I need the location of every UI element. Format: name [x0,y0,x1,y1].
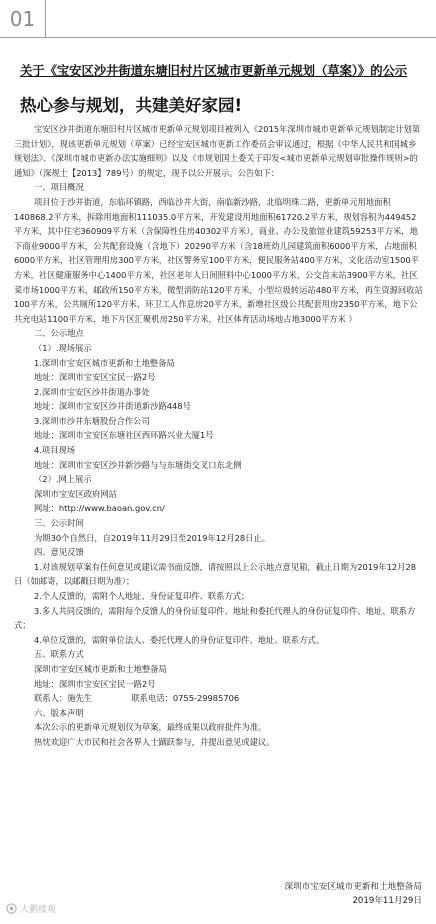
online-site-name: 深圳市宝安区政府网站 [34,488,117,499]
contact-address: 地址：深圳市宝安区宝民一路2号 [34,678,156,689]
version-statement: 本次公示的更新单元规划仅为草案，最终成果以政府批件为准。 [34,722,267,733]
location-address: 地址：深圳市宝安区宝民一路2号 [34,372,156,383]
section6-heading: 六、版本声明 [34,707,84,718]
feedback-item: 3.多人共同反馈的，需附每个反馈人的身份证复印件、地址和委托代理人的身份证复印件、地址、联系方式； [14,605,416,631]
section3-text: 为期30个自然日，自2019年11月29日至2019年12月28日止。 [34,532,271,543]
page-number: 01 [0,0,46,38]
location-address: 地址：深圳市宝安区沙井街道新沙路448号 [34,401,191,412]
watermark-text: 大鹏楼观 [20,905,57,915]
location-name: 2.深圳市宝安区沙井街道办事处 [34,386,150,397]
version-statement: 热忱欢迎广大市民和社会各界人士踊跃参与，并提出意见或建议。 [34,736,275,747]
headline: 热心参与规划，共建美好家园! [20,96,243,115]
project-site: 4.项目现场 [34,445,76,456]
notice-title: 关于《宝安区沙井街道东塘旧村片区城市更新单元规划（草案）》的公示 [20,63,408,78]
signature-date: 2019年11月29日 [352,896,422,906]
section2-heading: 二、公示地点 [34,328,84,339]
contact-org: 深圳市宝安区城市更新和土地整备局 [34,663,167,674]
signature-block [284,880,422,908]
contact-person: 联系人：施先生 [34,693,93,704]
contact-phone: 联系电话：0755-29985706 [131,693,240,704]
location-name: 3.深圳市沙井东塘股份合作公司 [34,415,150,426]
onsite-heading: （1）.现场展示 [34,342,92,353]
top-divider [46,37,436,38]
camera-logo-icon [6,903,17,914]
online-site-url: 网址：http://www.baoan.gov.cn/ [34,503,165,514]
section1-heading: 一、项目概况 [34,182,84,193]
location-name: 1.深圳市宝安区城市更新和土地整备局 [34,357,175,368]
feedback-item: 1.对该规划草案有任何意见或建议需书面反馈，请按照以上公示地点意见箱，截止日期为2019年12月28日（如邮寄，以邮戳日期为准）； [14,561,417,587]
notice-body [14,122,424,750]
section4-heading: 四、意见反馈 [34,547,84,558]
project-site-address: 地址：深圳市宝安区沙井新沙路与与东塘街交叉口东北侧 [34,459,242,470]
watermark [6,902,56,915]
section1-text: 项目位于沙井街道，东临环镇路，西临沙井大街，南临新沙路，北临明珠二路，更新单元用地面积140868.2平方米，拆除用地面积111035.0平方米，开发建设用地面积61720.2平方米，规划容积为449452平方米，其中住宅360909平方米（含保障性住房40302平方米），商业、办公及旅馆业建筑59253平方米，地下商业9000平方米，公共配套设施（含地下）20290平方米（含18班幼儿园建筑面积6000平方米，占地面积6000平方米，社区管理用房300平方米，社区警务室100平方米，便民服务站400平方米，文化活动室1500平方米，社区健康服务中心1400平方米，社区老年人日间照料中心1000平方米，公交首末站3900平方米，社区菜市场1000平方米，邮政所150平方米，微型消防站120平方米，小型垃圾转运站480平方米，再生资源回收站100平方米，公共厕所120平方米，环卫工人作息房20平方米，新增社区级公共配套用房2350平方米，地下公共充电站1100平方米，地下片区汇聚机房250平方米，社区体育活动场地占地3000平方米 ） [14,196,423,324]
section3-heading: 三、公示时间 [34,518,84,529]
intro-paragraph: 宝安区沙井街道东塘旧村片区城市更新单元规划项目被列入《2015年深圳市城市更新单元规划制定计划第三批计划》，现该更新单元规划（草案）已经宝安区城市更新工作委员会审议通过，根据《中华人民共和国城乡规划法》、《深圳市城市更新办法实施细则》以及《市规划国土委关于印发<城市更新单元规划审批操作规则>的通知》（深规土【2013】789号）的规定，现予以公开展示。公告如下： [14,124,421,178]
location-address: 地址：深圳市宝安区东塘社区西环路兴业大厦1号 [34,430,214,441]
contact-row [14,691,424,706]
section5-heading: 五、联系方式 [34,649,84,660]
signature-org: 深圳市宝安区城市更新和土地整备局 [284,882,422,892]
feedback-item: 4.单位反馈的，需附单位法人、委托代理人的身份证复印件、地址、联系方式。 [34,634,325,645]
online-heading: （2）.网上展示 [34,474,92,485]
feedback-item: 2.个人反馈的，需附个人地址、身份证复印件、联系方式； [34,591,250,601]
